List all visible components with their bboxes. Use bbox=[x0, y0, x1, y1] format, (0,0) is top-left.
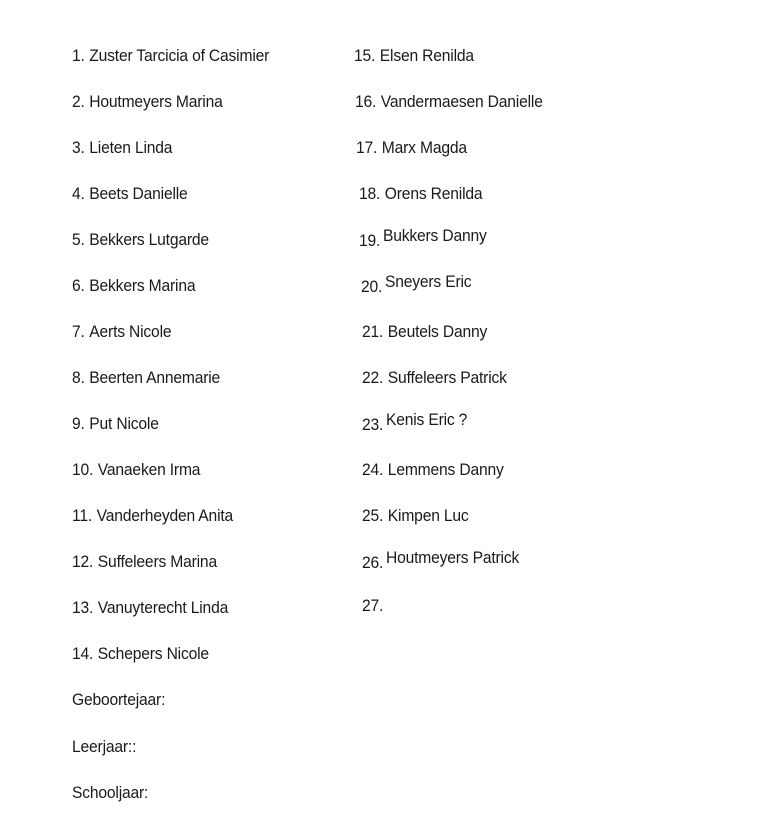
list-item: 23. Kenis Eric ? bbox=[362, 410, 468, 434]
list-item: 25. Kimpen Luc bbox=[362, 506, 469, 525]
grade-label: Leerjaar:: bbox=[72, 737, 137, 756]
list-item: 5. Bekkers Lutgarde bbox=[72, 230, 209, 249]
list-item: 24. Lemmens Danny bbox=[362, 460, 504, 479]
list-item: 7. Aerts Nicole bbox=[72, 322, 172, 341]
school-year-label: Schooljaar: bbox=[72, 783, 149, 802]
list-item: 10. Vanaeken Irma bbox=[72, 460, 201, 479]
list-item: 13. Vanuyterecht Linda bbox=[72, 598, 229, 617]
list-item: 22. Suffeleers Patrick bbox=[362, 368, 507, 387]
list-item: 6. Bekkers Marina bbox=[72, 276, 196, 295]
list-item: 8. Beerten Annemarie bbox=[72, 368, 221, 387]
list-item: 3. Lieten Linda bbox=[72, 138, 173, 157]
list-item: 12. Suffeleers Marina bbox=[72, 552, 217, 571]
list-item: 11. Vanderheyden Anita bbox=[72, 506, 234, 525]
list-item: 27. bbox=[362, 596, 384, 615]
list-item: 14. Schepers Nicole bbox=[72, 644, 209, 663]
list-item: 21. Beutels Danny bbox=[362, 322, 488, 341]
list-item: 20. Sneyers Eric bbox=[361, 272, 472, 296]
list-item: 9. Put Nicole bbox=[72, 414, 159, 433]
list-item: 18. Orens Renilda bbox=[359, 184, 483, 203]
list-item: 4. Beets Danielle bbox=[72, 184, 188, 203]
list-item: 17. Marx Magda bbox=[356, 138, 467, 157]
birth-year-label: Geboortejaar: bbox=[72, 690, 166, 709]
list-item: 2. Houtmeyers Marina bbox=[72, 92, 223, 111]
list-item: 15. Elsen Renilda bbox=[354, 46, 474, 65]
list-item: 16. Vandermaesen Danielle bbox=[355, 92, 543, 111]
list-item: 26. Houtmeyers Patrick bbox=[362, 548, 520, 572]
list-item: 1. Zuster Tarcicia of Casimier bbox=[72, 46, 270, 65]
list-item: 19. Bukkers Danny bbox=[359, 226, 487, 250]
